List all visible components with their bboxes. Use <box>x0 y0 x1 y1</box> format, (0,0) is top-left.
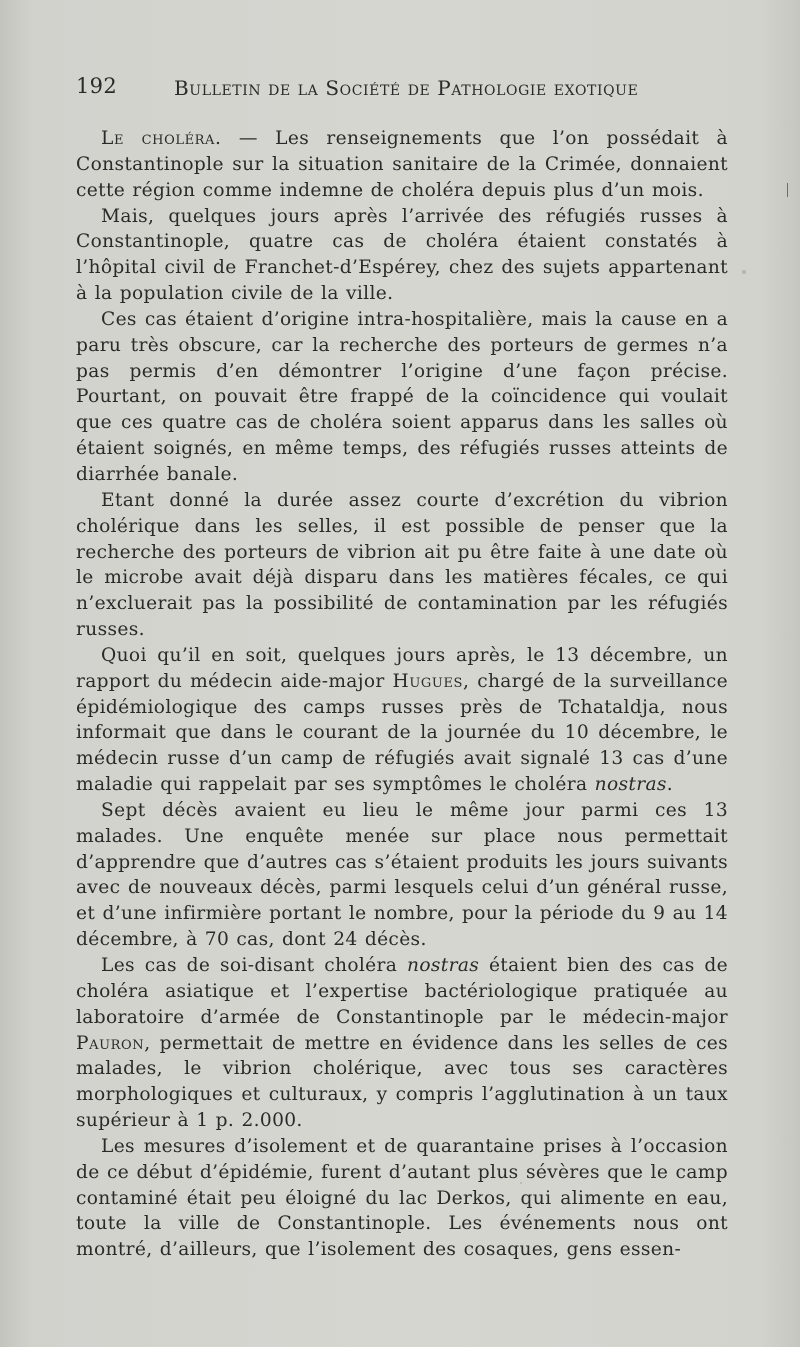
article-body <box>76 126 728 1263</box>
italic-term-nostras-2: nostras <box>407 955 480 976</box>
page-number: 192 <box>76 74 117 98</box>
paragraph-7-middle: étaient bien des cas de choléra asiatique et l’expertise bactériologique pratiquée au laboratoire d’armée de Constantinople par le médecin-major <box>76 955 728 1028</box>
paragraph-7 <box>76 953 728 1134</box>
paragraph-5 <box>76 643 728 798</box>
paper-speck <box>520 1182 522 1184</box>
paragraph-5-after: . <box>666 774 674 796</box>
italic-term-nostras: nostras <box>594 774 667 796</box>
margin-mark <box>787 183 788 197</box>
paragraph-7-before: Les cas de soi-disant choléra <box>101 955 407 976</box>
paragraph-5-middle: , chargé de la surveillance épidémiologique des camps russes près de Tchataldja, nous informait que dans le courant de la journée du 10 décembre, le médecin russe d’un camp de réfugiés avait signalé 13 cas d’une maladie qui rappelait par ses symptômes le choléra <box>76 670 728 796</box>
paragraph-2: Mais, quelques jours après l’arrivée des réfugiés russes à Constantinople, quatre cas de choléra étaient constatés à l’hôpital civil de Franchet-d’Espérey, chez des sujets appartenant à la population civile de la ville. <box>76 205 728 305</box>
paragraph-1-text: — Les renseignements que l’on possédait à Constantinople sur la situation sanitaire de la Crimée, donnaient cette région comme indemne de choléra depuis plus d’un mois. <box>76 128 728 201</box>
paragraph-8: Les mesures d’isolement et de quarantaine prises à l’occasion de ce début d’épidémie, furent d’autant plus sévères que le camp contaminé était peu éloigné du lac Derkos, qui alimente en eau, toute la ville de Constantinople. Les événements nous ont montré, d’ailleurs, que l’isolement des cosaques, gens essen- <box>76 1135 728 1261</box>
paragraph-3: Ces cas étaient d’origine intra-hospitalière, mais la cause en a paru très obscure, car la recherche des porteurs de germes n’a pas permis d’en démontrer l’origine d’une façon précise. Pourtant, on pouvait être frappé de la coïncidence qui voulait que ces quatre cas de choléra soient apparus dans les salles où étaient soignés, en même temps, des réfugiés russes atteints de diarrhée banale. <box>76 308 728 485</box>
author-name-hugues: Hugues <box>392 670 464 692</box>
running-title: Bulletin de la Société de Pathologie exotique <box>174 76 639 100</box>
section-title: Le choléra. <box>101 128 222 149</box>
paragraph-6: Sept décès avaient eu lieu le même jour parmi ces 13 malades. Une enquête menée sur place nous permettait d’apprendre que d’autres cas s’étaient produits les jours suivants avec de nouveaux décès, parmi lesquels celui d’un général russe, et d’une infirmière portant le nombre, pour la période du 9 au 14 décembre, à 70 cas, dont 24 décès. <box>76 799 728 951</box>
paper-speck <box>742 270 746 274</box>
paper-speck <box>270 1253 273 1256</box>
page-header <box>76 74 639 104</box>
paragraph-4: Etant donné la durée assez courte d’excrétion du vibrion cholérique dans les selles, il est possible de penser que la recherche des porteurs de vibrion ait pu être faite à une date où le microbe avait déjà disparu dans les matières fécales, ce qui n’excluerait pas la possibilité de contamination par les réfugiés russes. <box>76 489 728 641</box>
paragraph-5-before: Quoi qu’il en soit, quelques jours après, le 13 décembre, un rapport du médecin aide-major <box>76 644 728 692</box>
paragraph-1 <box>76 126 728 204</box>
paragraph-7-after: , permettait de mettre en évidence dans les selles de ces malades, le vibrion cholérique, avec tous ses caractères morphologiques et culturaux, y compris l’agglutination à un taux supérieur à 1 p. 2.000. <box>76 1032 728 1132</box>
author-name-pauron: Pauron <box>76 1032 145 1054</box>
